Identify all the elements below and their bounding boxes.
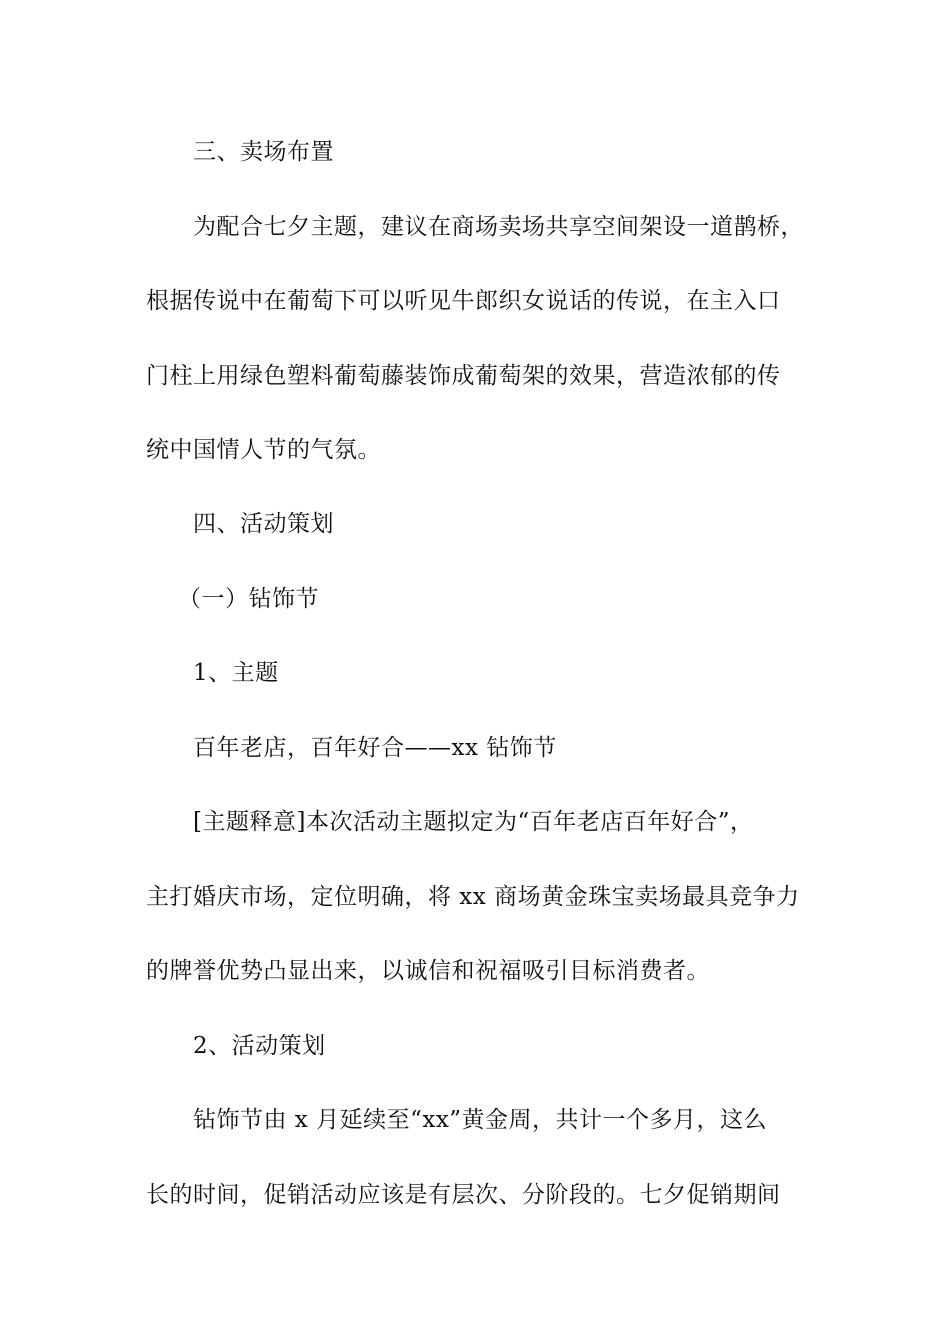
- section-heading-venue-layout: 三、卖场布置: [193, 139, 334, 165]
- paragraph-line: 长的时间，促销活动应该是有层次、分阶段的。七夕促销期间: [146, 1182, 781, 1208]
- theme-slogan: 百年老店，百年好合——xx 钻饰节: [193, 735, 557, 761]
- item-heading-activity-plan: 2、活动策划: [193, 1033, 326, 1059]
- paragraph-line: 根据传说中在葡萄下可以听见牛郎织女说话的传说，在主入口: [146, 288, 781, 314]
- paragraph-line: 门柱上用绿色塑料葡萄藤装饰成葡萄架的效果，营造浓郁的传: [146, 363, 781, 389]
- paragraph-line: 统中国情人节的气氛。: [146, 437, 381, 463]
- paragraph-line: 主打婚庆市场，定位明确，将 xx 商场黄金珠宝卖场最具竞争力: [146, 884, 800, 910]
- paragraph-line: [主题释意]本次活动主题拟定为“百年老店百年好合”，: [193, 809, 754, 835]
- subsection-heading-diamond-festival: （一）钻饰节: [178, 586, 319, 612]
- paragraph-line: 钻饰节由 x 月延续至“xx”黄金周，共计一个多月，这么: [193, 1107, 768, 1133]
- paragraph-line: 的牌誉优势凸显出来，以诚信和祝福吸引目标消费者。: [146, 958, 710, 984]
- item-heading-theme: 1、主题: [193, 660, 279, 686]
- section-heading-activity-plan: 四、活动策划: [193, 511, 334, 537]
- paragraph-line: 为配合七夕主题，建议在商场卖场共享空间架设一道鹊桥，: [193, 214, 804, 240]
